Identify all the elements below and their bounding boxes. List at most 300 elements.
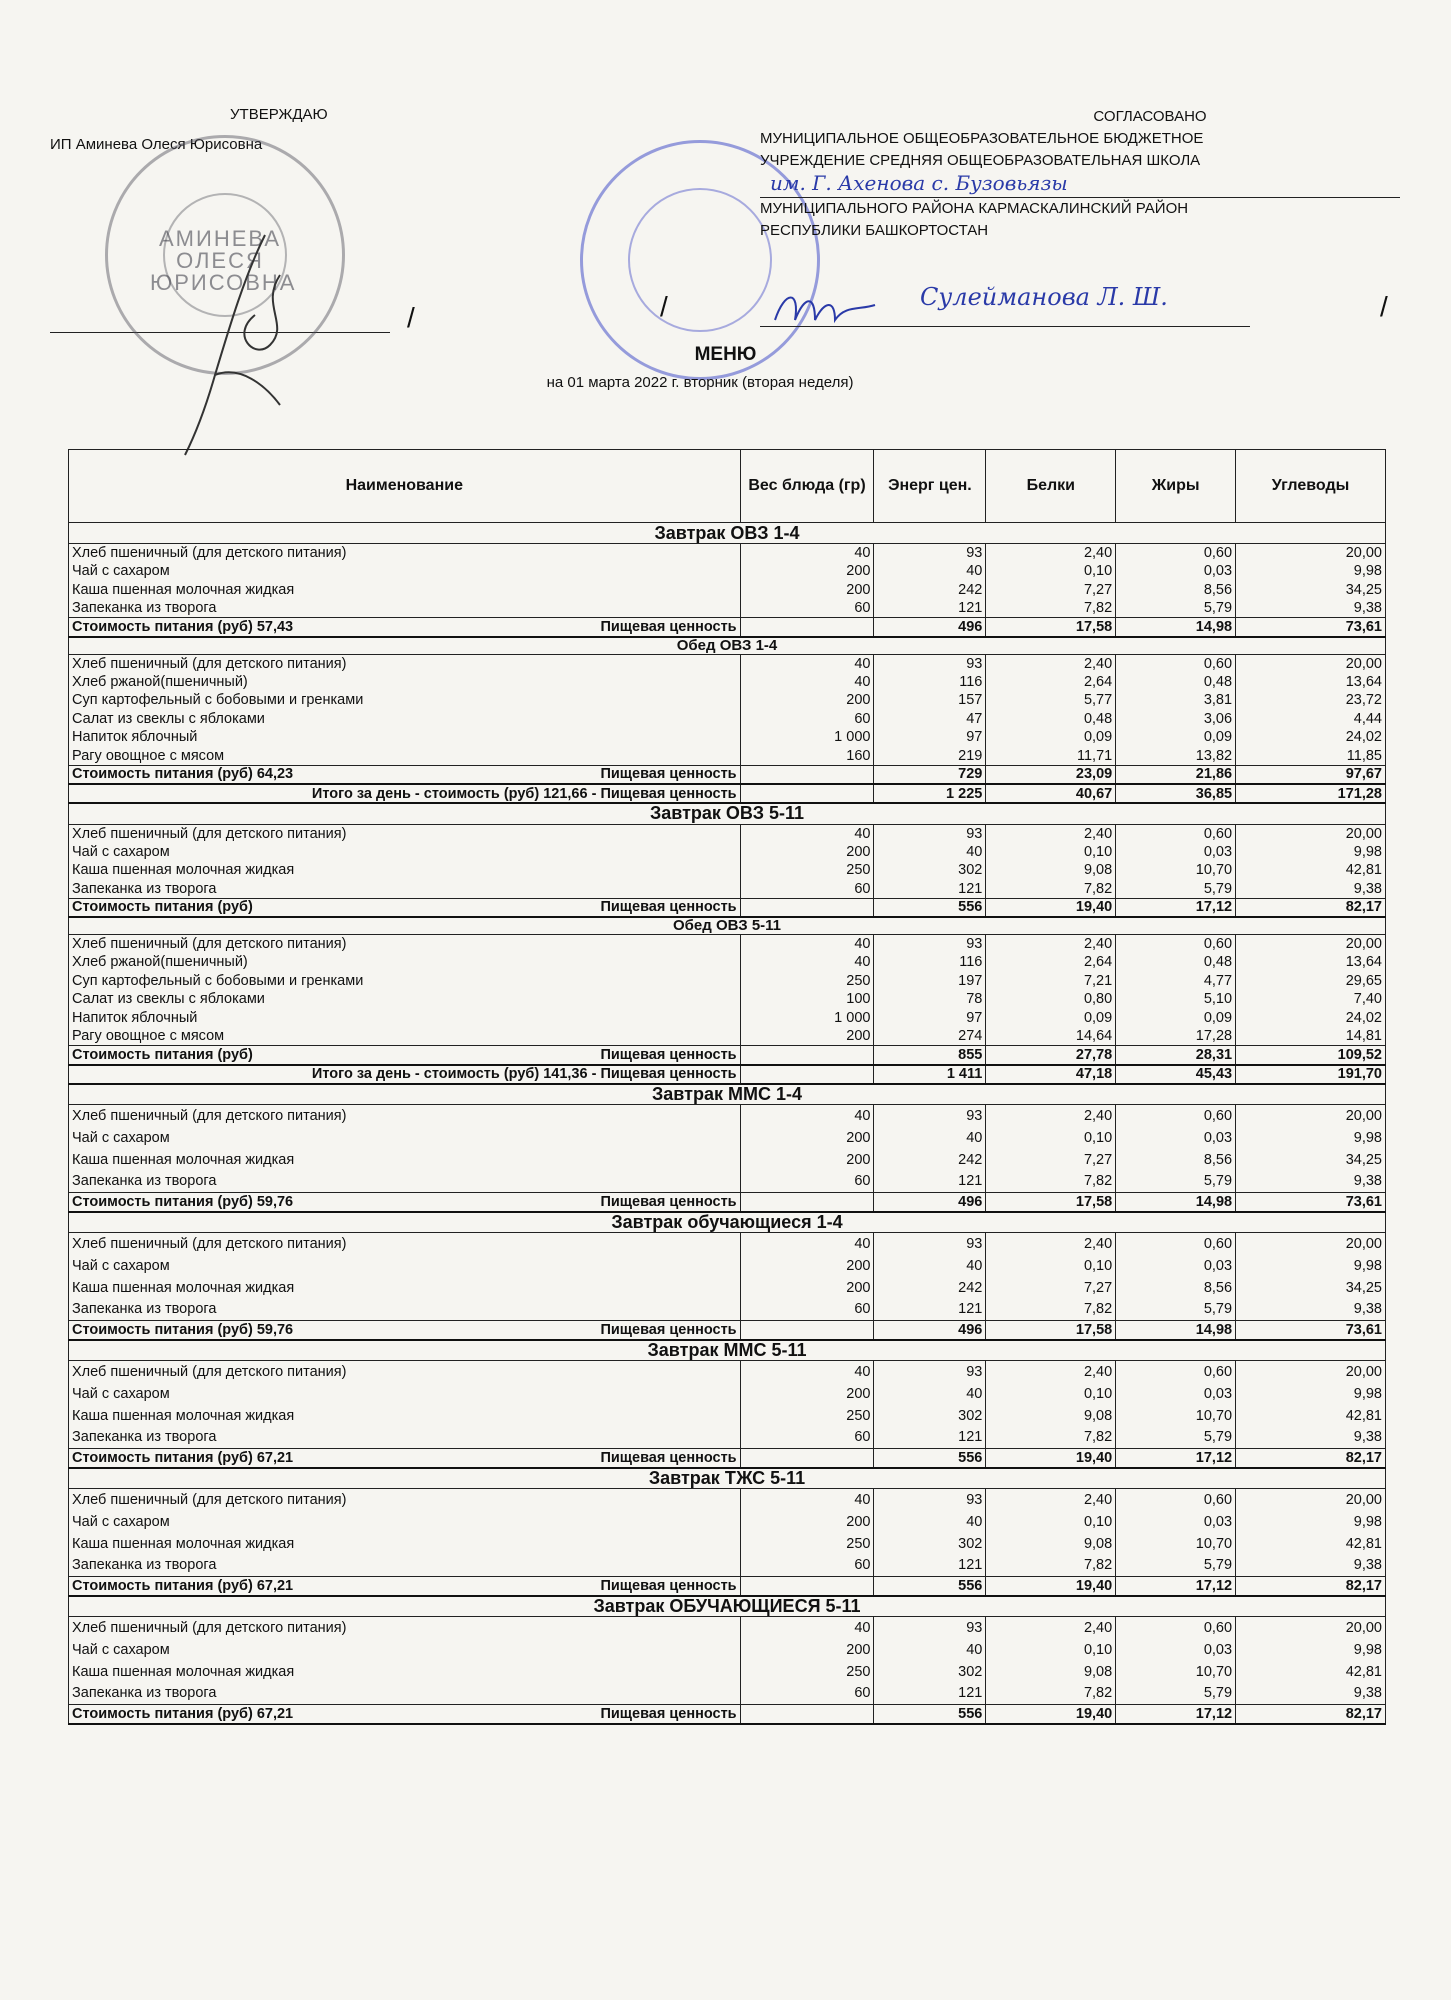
total-value: 17,58 <box>986 1193 1116 1212</box>
dish-value: 24,02 <box>1236 1009 1386 1028</box>
dish-value: 40 <box>740 935 874 954</box>
dish-value: 242 <box>874 581 986 600</box>
dish-value: 4,44 <box>1236 710 1386 729</box>
dish-value: 20,00 <box>1236 1233 1386 1255</box>
total-value: 73,61 <box>1236 1193 1386 1212</box>
dish-value: 60 <box>740 1555 874 1577</box>
day-total-value: 1 225 <box>874 784 986 803</box>
cost-total-row <box>69 1577 1386 1596</box>
dish-value: 20,00 <box>1236 1617 1386 1639</box>
table-row <box>69 1255 1386 1277</box>
dish-value: 13,64 <box>1236 953 1386 972</box>
dish-name: Каша пшенная молочная жидкая <box>69 1149 741 1171</box>
dish-value: 200 <box>740 1277 874 1299</box>
dish-value: 0,09 <box>986 1009 1116 1028</box>
dish-value: 9,38 <box>1236 599 1386 618</box>
cost-total-row <box>69 1449 1386 1468</box>
dish-value: 20,00 <box>1236 1489 1386 1511</box>
cost-total-label <box>69 1193 741 1212</box>
dish-value: 302 <box>874 861 986 880</box>
menu-table <box>68 449 1386 1725</box>
dish-value: 7,27 <box>986 1277 1116 1299</box>
section-title: Обед ОВЗ 5-11 <box>69 917 1386 935</box>
cost-total-label <box>69 898 741 917</box>
dish-value: 250 <box>740 1405 874 1427</box>
total-value: 19,40 <box>986 1449 1116 1468</box>
table-row <box>69 728 1386 747</box>
header-name: Наименование <box>69 450 741 523</box>
dish-name: Хлеб пшеничный (для детского питания) <box>69 1233 741 1255</box>
table-row <box>69 1639 1386 1661</box>
cost-total-label <box>69 1321 741 1340</box>
dish-name: Каша пшенная молочная жидкая <box>69 1277 741 1299</box>
table-row <box>69 1489 1386 1511</box>
cost-label: Стоимость питания (руб) 67,21 <box>72 1449 294 1466</box>
school-line-1: МУНИЦИПАЛЬНОЕ ОБЩЕОБРАЗОВАТЕЛЬНОЕ БЮДЖЕТНОЕ <box>760 130 1204 147</box>
total-value: 14,98 <box>1116 1321 1236 1340</box>
dish-value: 40 <box>740 1105 874 1127</box>
dish-value: 0,09 <box>1116 1009 1236 1028</box>
dish-value: 219 <box>874 747 986 766</box>
table-row <box>69 824 1386 843</box>
day-total-value <box>740 784 874 803</box>
dish-value: 302 <box>874 1405 986 1427</box>
table-row <box>69 562 1386 581</box>
dish-value: 40 <box>740 1361 874 1383</box>
table-row <box>69 953 1386 972</box>
table-row <box>69 1511 1386 1533</box>
dish-value: 0,60 <box>1116 1617 1236 1639</box>
dish-name: Хлеб пшеничный (для детского питания) <box>69 1489 741 1511</box>
dish-value: 0,03 <box>1116 1255 1236 1277</box>
total-value: 729 <box>874 765 986 784</box>
cost-label: Стоимость питания (руб) 67,21 <box>72 1705 294 1722</box>
cost-total-row <box>69 898 1386 917</box>
section-title: Обед ОВЗ 1-4 <box>69 637 1386 655</box>
cost-total-row <box>69 1705 1386 1724</box>
table-row <box>69 1683 1386 1705</box>
table-row <box>69 1617 1386 1639</box>
dish-value: 0,10 <box>986 843 1116 862</box>
total-value: 496 <box>874 1193 986 1212</box>
dish-value: 20,00 <box>1236 544 1386 563</box>
dish-value: 200 <box>740 691 874 710</box>
dish-value: 7,82 <box>986 1555 1116 1577</box>
dish-value: 60 <box>740 1683 874 1705</box>
dish-value: 200 <box>740 1639 874 1661</box>
dish-value: 0,60 <box>1116 1489 1236 1511</box>
total-value: 556 <box>874 1449 986 1468</box>
table-row <box>69 1533 1386 1555</box>
dish-value: 9,98 <box>1236 843 1386 862</box>
dish-name: Салат из свеклы с яблоками <box>69 990 741 1009</box>
nutrition-label: Пищевая ценность <box>600 1449 737 1466</box>
dish-name: Рагу овощное с мясом <box>69 1027 741 1046</box>
dish-name: Запеканка из творога <box>69 1427 741 1449</box>
dish-value: 23,72 <box>1236 691 1386 710</box>
dish-value: 9,98 <box>1236 1383 1386 1405</box>
table-row <box>69 599 1386 618</box>
dish-value: 9,98 <box>1236 1255 1386 1277</box>
day-total-value <box>740 1065 874 1084</box>
dish-value: 2,64 <box>986 673 1116 692</box>
dish-value: 0,09 <box>1116 728 1236 747</box>
dish-value: 2,40 <box>986 544 1116 563</box>
school-line-3: им. Г. Ахенова с. Бузовьязы <box>760 172 1400 198</box>
nutrition-label: Пищевая ценность <box>600 1577 737 1594</box>
dish-value: 2,64 <box>986 953 1116 972</box>
dish-value: 9,08 <box>986 1533 1116 1555</box>
section-title: Завтрак обучающиеся 1-4 <box>69 1212 1386 1233</box>
dish-value: 0,60 <box>1116 824 1236 843</box>
dish-value: 2,40 <box>986 654 1116 673</box>
dish-value: 40 <box>874 1383 986 1405</box>
stamp-left-text: АМИНЕВА ОЛЕСЯ ЮРИСОВНА <box>150 226 297 295</box>
table-row <box>69 1149 1386 1171</box>
total-value <box>740 1046 874 1065</box>
section-title: Завтрак ОВЗ 1-4 <box>69 523 1386 544</box>
total-value: 21,86 <box>1116 765 1236 784</box>
dish-value: 40 <box>740 824 874 843</box>
dish-name: Напиток яблочный <box>69 728 741 747</box>
dish-value: 8,56 <box>1116 581 1236 600</box>
table-row <box>69 880 1386 899</box>
dish-value: 34,25 <box>1236 581 1386 600</box>
dish-value: 10,70 <box>1116 1661 1236 1683</box>
dish-value: 60 <box>740 1171 874 1193</box>
table-row <box>69 1233 1386 1255</box>
table-row <box>69 1383 1386 1405</box>
agreement-block <box>660 106 1400 322</box>
dish-value: 93 <box>874 1233 986 1255</box>
dish-value: 13,64 <box>1236 673 1386 692</box>
nutrition-label: Пищевая ценность <box>600 618 737 635</box>
dish-value: 93 <box>874 824 986 843</box>
header-carbs: Углеводы <box>1236 450 1386 523</box>
dish-name: Запеканка из творога <box>69 1171 741 1193</box>
dish-value: 93 <box>874 935 986 954</box>
dish-value: 242 <box>874 1277 986 1299</box>
dish-value: 20,00 <box>1236 1361 1386 1383</box>
dish-value: 42,81 <box>1236 1533 1386 1555</box>
table-row <box>69 1361 1386 1383</box>
dish-value: 97 <box>874 728 986 747</box>
day-total-value: 40,67 <box>986 784 1116 803</box>
dish-value: 9,08 <box>986 1661 1116 1683</box>
total-value: 19,40 <box>986 1577 1116 1596</box>
menu-body <box>69 523 1386 1724</box>
cost-total-row <box>69 1321 1386 1340</box>
dish-value: 40 <box>740 1617 874 1639</box>
table-row <box>69 1171 1386 1193</box>
dish-value: 34,25 <box>1236 1277 1386 1299</box>
dish-value: 24,02 <box>1236 728 1386 747</box>
section-title-row <box>69 1212 1386 1233</box>
cost-total-row <box>69 1046 1386 1065</box>
table-row <box>69 843 1386 862</box>
dish-value: 40 <box>874 562 986 581</box>
total-value: 82,17 <box>1236 1705 1386 1724</box>
day-total-value: 47,18 <box>986 1065 1116 1084</box>
dish-name: Чай с сахаром <box>69 1127 741 1149</box>
dish-value: 14,81 <box>1236 1027 1386 1046</box>
dish-value: 93 <box>874 1361 986 1383</box>
total-value: 82,17 <box>1236 898 1386 917</box>
cost-label: Стоимость питания (руб) 67,21 <box>72 1577 294 1594</box>
slash-mark: / <box>1380 291 1388 322</box>
dish-value: 11,71 <box>986 747 1116 766</box>
total-value: 73,61 <box>1236 1321 1386 1340</box>
table-row <box>69 972 1386 991</box>
dish-name: Хлеб пшеничный (для детского питания) <box>69 824 741 843</box>
header-weight: Вес блюда (гр) <box>740 450 874 523</box>
dish-value: 47 <box>874 710 986 729</box>
dish-value: 274 <box>874 1027 986 1046</box>
dish-value: 200 <box>740 1511 874 1533</box>
day-total-row <box>69 784 1386 803</box>
dish-name: Каша пшенная молочная жидкая <box>69 1661 741 1683</box>
dish-value: 42,81 <box>1236 861 1386 880</box>
dish-name: Суп картофельный с бобовыми и гренками <box>69 972 741 991</box>
table-row <box>69 1105 1386 1127</box>
total-value <box>740 618 874 637</box>
dish-value: 34,25 <box>1236 1149 1386 1171</box>
total-value: 14,98 <box>1116 1193 1236 1212</box>
dish-value: 0,03 <box>1116 1127 1236 1149</box>
dish-value: 0,60 <box>1116 544 1236 563</box>
dish-value: 0,10 <box>986 1127 1116 1149</box>
dish-value: 7,82 <box>986 1171 1116 1193</box>
section-title-row <box>69 523 1386 544</box>
dish-value: 250 <box>740 972 874 991</box>
dish-value: 302 <box>874 1533 986 1555</box>
dish-value: 40 <box>874 843 986 862</box>
total-value <box>740 1449 874 1468</box>
dish-name: Чай с сахаром <box>69 1511 741 1533</box>
section-title-row <box>69 637 1386 655</box>
dish-value: 20,00 <box>1236 935 1386 954</box>
dish-name: Чай с сахаром <box>69 1639 741 1661</box>
dish-value: 302 <box>874 1661 986 1683</box>
dish-value: 2,40 <box>986 1233 1116 1255</box>
total-value: 28,31 <box>1116 1046 1236 1065</box>
dish-value: 5,79 <box>1116 1427 1236 1449</box>
dish-value: 5,79 <box>1116 1683 1236 1705</box>
dish-value: 100 <box>740 990 874 1009</box>
dish-value: 40 <box>740 544 874 563</box>
cost-label: Стоимость питания (руб) 64,23 <box>72 766 294 783</box>
total-value: 496 <box>874 618 986 637</box>
total-value: 17,12 <box>1116 1449 1236 1468</box>
section-title: Завтрак ТЖС 5-11 <box>69 1468 1386 1489</box>
dish-value: 116 <box>874 673 986 692</box>
dish-value: 11,85 <box>1236 747 1386 766</box>
dish-name: Каша пшенная молочная жидкая <box>69 861 741 880</box>
table-row <box>69 654 1386 673</box>
dish-value: 1 000 <box>740 1009 874 1028</box>
dish-value: 93 <box>874 1105 986 1127</box>
table-row <box>69 935 1386 954</box>
dish-value: 17,28 <box>1116 1027 1236 1046</box>
signature-right <box>770 285 880 340</box>
dish-value: 42,81 <box>1236 1661 1386 1683</box>
slash-mark: / <box>660 291 668 322</box>
table-row <box>69 710 1386 729</box>
dish-value: 250 <box>740 861 874 880</box>
dish-value: 0,60 <box>1116 1361 1236 1383</box>
dish-value: 5,79 <box>1116 880 1236 899</box>
dish-value: 40 <box>740 673 874 692</box>
dish-value: 8,56 <box>1116 1277 1236 1299</box>
table-row <box>69 1127 1386 1149</box>
nutrition-label: Пищевая ценность <box>600 766 737 783</box>
menu-title: МЕНЮ <box>694 344 757 365</box>
dish-value: 40 <box>874 1255 986 1277</box>
dish-value: 200 <box>740 1127 874 1149</box>
dish-value: 7,82 <box>986 880 1116 899</box>
table-row <box>69 1661 1386 1683</box>
dish-value: 60 <box>740 599 874 618</box>
cost-total-label <box>69 1705 741 1724</box>
approval-title: УТВЕРЖДАЮ <box>230 106 328 123</box>
total-value: 19,40 <box>986 1705 1116 1724</box>
dish-value: 121 <box>874 1683 986 1705</box>
section-title-row <box>69 1596 1386 1617</box>
dish-value: 242 <box>874 1149 986 1171</box>
nutrition-label: Пищевая ценность <box>600 1705 737 1722</box>
total-value: 97,67 <box>1236 765 1386 784</box>
dish-value: 9,98 <box>1236 1127 1386 1149</box>
dish-value: 200 <box>740 562 874 581</box>
total-value: 17,12 <box>1116 898 1236 917</box>
dish-value: 2,40 <box>986 824 1116 843</box>
cost-total-label <box>69 1449 741 1468</box>
dish-value: 9,08 <box>986 861 1116 880</box>
nutrition-label: Пищевая ценность <box>600 1321 737 1338</box>
dish-name: Чай с сахаром <box>69 1383 741 1405</box>
dish-value: 29,65 <box>1236 972 1386 991</box>
dish-name: Запеканка из творога <box>69 880 741 899</box>
dish-value: 60 <box>740 1427 874 1449</box>
dish-name: Напиток яблочный <box>69 1009 741 1028</box>
dish-value: 7,82 <box>986 1683 1116 1705</box>
dish-value: 0,60 <box>1116 1105 1236 1127</box>
dish-value: 0,10 <box>986 562 1116 581</box>
dish-value: 42,81 <box>1236 1405 1386 1427</box>
total-value: 556 <box>874 1577 986 1596</box>
dish-value: 9,38 <box>1236 880 1386 899</box>
dish-value: 4,77 <box>1116 972 1236 991</box>
section-title: Завтрак ОВЗ 5-11 <box>69 803 1386 824</box>
dish-value: 5,79 <box>1116 1299 1236 1321</box>
dish-value: 93 <box>874 544 986 563</box>
dish-name: Запеканка из творога <box>69 1683 741 1705</box>
table-header-row <box>69 450 1386 523</box>
dish-value: 7,82 <box>986 1427 1116 1449</box>
dish-value: 197 <box>874 972 986 991</box>
signer-name: Сулейманова Л. Ш. <box>920 283 1168 311</box>
header-energy: Энерг цен. <box>874 450 986 523</box>
total-value: 73,61 <box>1236 618 1386 637</box>
dish-value: 0,10 <box>986 1511 1116 1533</box>
dish-value: 93 <box>874 654 986 673</box>
dish-name: Хлеб пшеничный (для детского питания) <box>69 935 741 954</box>
section-title: Завтрак ОБУЧАЮЩИЕСЯ 5-11 <box>69 1596 1386 1617</box>
dish-value: 0,48 <box>1116 953 1236 972</box>
dish-value: 3,06 <box>1116 710 1236 729</box>
dish-value: 200 <box>740 1027 874 1046</box>
total-value: 17,58 <box>986 618 1116 637</box>
day-total-value: 191,70 <box>1236 1065 1386 1084</box>
table-row <box>69 1299 1386 1321</box>
day-total-row <box>69 1065 1386 1084</box>
dish-value: 9,98 <box>1236 1639 1386 1661</box>
dish-value: 0,48 <box>1116 673 1236 692</box>
dish-name: Хлеб ржаной(пшеничный) <box>69 673 741 692</box>
dish-value: 10,70 <box>1116 1405 1236 1427</box>
dish-value: 0,60 <box>1116 654 1236 673</box>
dish-value: 160 <box>740 747 874 766</box>
school-line-5: РЕСПУБЛИКИ БАШКОРТОСТАН <box>760 222 989 239</box>
total-value <box>740 1193 874 1212</box>
dish-value: 20,00 <box>1236 1105 1386 1127</box>
dish-name: Салат из свеклы с яблоками <box>69 710 741 729</box>
cost-total-row <box>69 1193 1386 1212</box>
total-value: 82,17 <box>1236 1577 1386 1596</box>
cost-label: Стоимость питания (руб) 59,76 <box>72 1193 294 1210</box>
section-title-row <box>69 803 1386 824</box>
menu-date: на 01 марта 2022 г. вторник (вторая неделя) <box>546 374 854 391</box>
dish-value: 0,03 <box>1116 1383 1236 1405</box>
dish-value: 250 <box>740 1661 874 1683</box>
dish-value: 9,38 <box>1236 1171 1386 1193</box>
school-line-4: МУНИЦИПАЛЬНОГО РАЙОНА КАРМАСКАЛИНСКИЙ РАЙОН <box>760 200 1189 217</box>
dish-value: 2,40 <box>986 1361 1116 1383</box>
cost-label: Стоимость питания (руб) 59,76 <box>72 1321 294 1338</box>
total-value: 556 <box>874 1705 986 1724</box>
dish-value: 14,64 <box>986 1027 1116 1046</box>
dish-value: 5,79 <box>1116 599 1236 618</box>
table-row <box>69 747 1386 766</box>
dish-value: 0,03 <box>1116 843 1236 862</box>
total-value: 17,12 <box>1116 1705 1236 1724</box>
total-value: 556 <box>874 898 986 917</box>
dish-value: 40 <box>874 1127 986 1149</box>
dish-value: 116 <box>874 953 986 972</box>
dish-value: 200 <box>740 1149 874 1171</box>
section-title-row <box>69 1340 1386 1361</box>
dish-value: 9,38 <box>1236 1299 1386 1321</box>
table-row <box>69 673 1386 692</box>
dish-value: 200 <box>740 843 874 862</box>
dish-value: 93 <box>874 1489 986 1511</box>
dish-value: 0,60 <box>1116 935 1236 954</box>
table-row <box>69 1027 1386 1046</box>
dish-value: 7,27 <box>986 1149 1116 1171</box>
dish-name: Запеканка из творога <box>69 1555 741 1577</box>
header-protein: Белки <box>986 450 1116 523</box>
total-value <box>740 1705 874 1724</box>
dish-value: 0,03 <box>1116 1511 1236 1533</box>
dish-value: 2,40 <box>986 935 1116 954</box>
total-value <box>740 765 874 784</box>
dish-name: Хлеб пшеничный (для детского питания) <box>69 1105 741 1127</box>
dish-value: 5,77 <box>986 691 1116 710</box>
table-row <box>69 581 1386 600</box>
dish-name: Хлеб пшеничный (для детского питания) <box>69 1617 741 1639</box>
total-value: 17,58 <box>986 1321 1116 1340</box>
dish-value: 5,79 <box>1116 1171 1236 1193</box>
